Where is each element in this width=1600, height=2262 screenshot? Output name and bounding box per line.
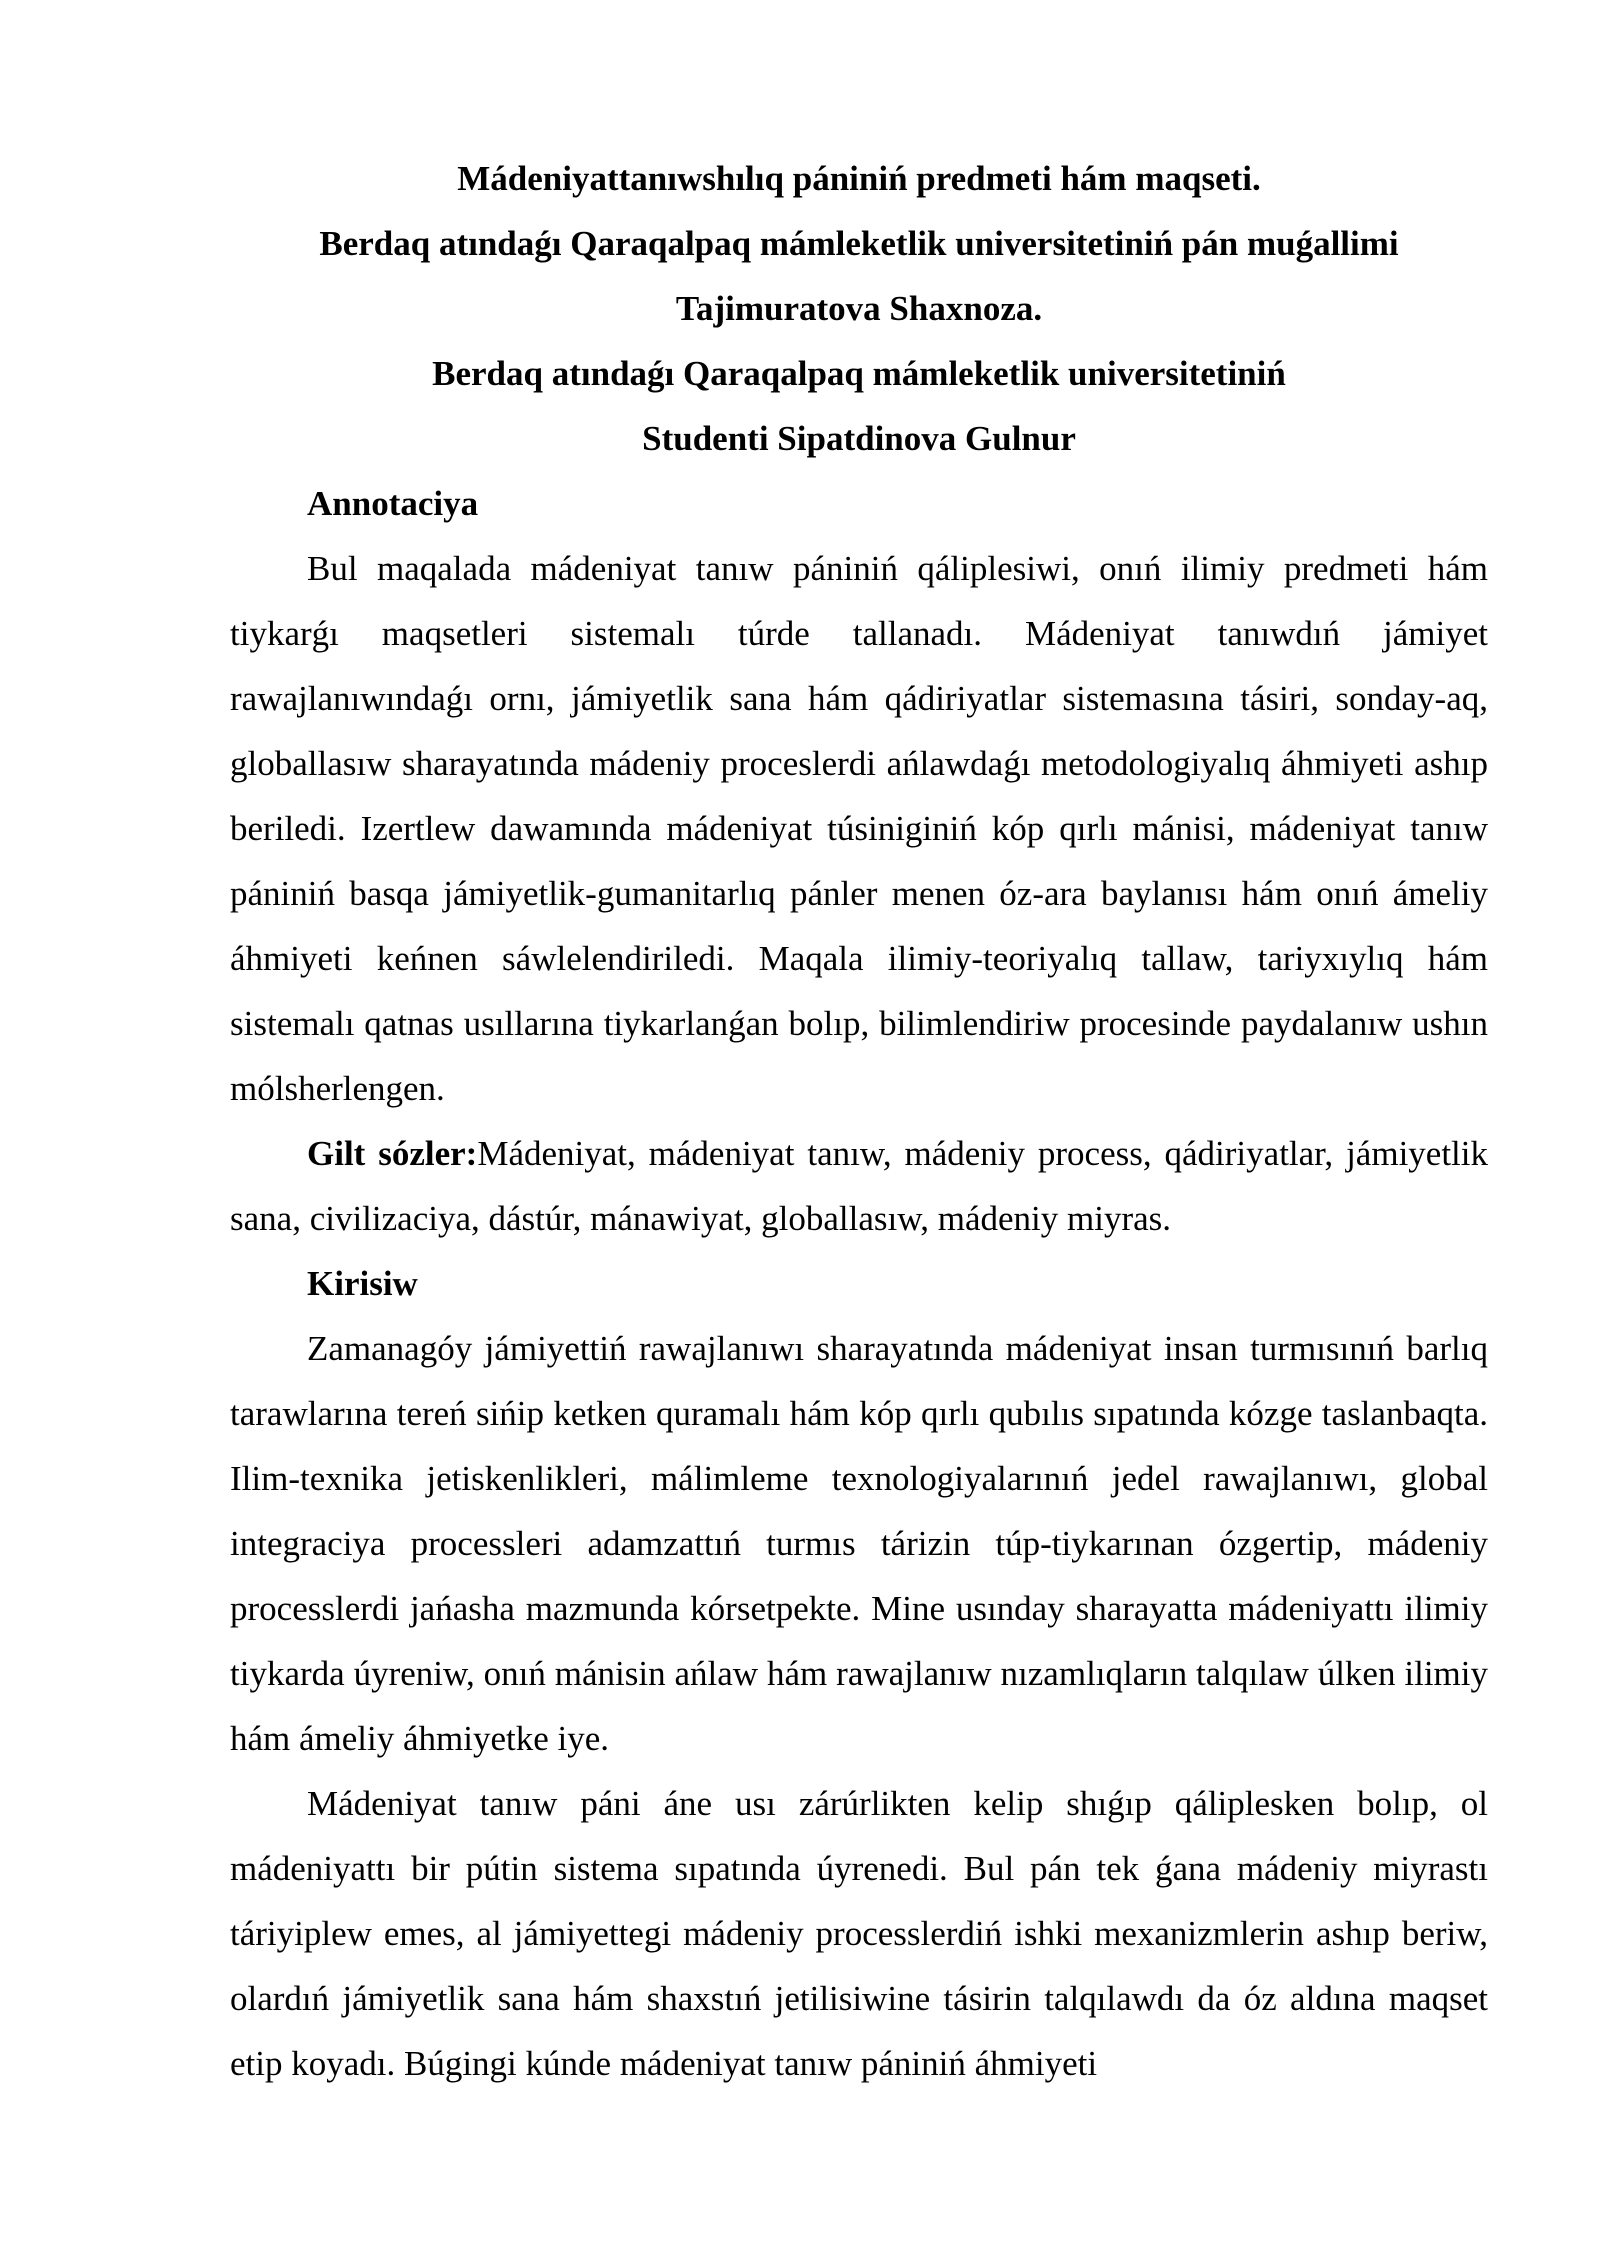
intro-paragraph-1: Zamanagóy jámiyettiń rawajlanıwı sharayatında mádeniyat insan turmısınıń barlıq tarawlarına tereń sińip ketken quramalı hám kóp qırlı qubılıs sıpatında kózge taslanbaqta. Ilim-texnika jetiskenlikleri, málimleme texnologiyalarınıń jedel rawajlanıwı, global integraciya processleri adamzattıń turmıs tárizin túp-tiykarınan ózgertip, mádeniy processlerdi jańasha mazmunda kórsetpekte. Mine usınday sharayatta mádeniyattı ilimiy tiykarda úyreniw, onıń mánisin ańlaw hám rawajlanıw nızamlıqların talqılaw úlken ilimiy hám ámeliy áhmiyetke iye.	[230, 1329, 1488, 1758]
paper-title: Mádeniyattanıwshılıq pániniń predmeti hám maqseti.	[457, 159, 1261, 198]
keywords-paragraph	[230, 1121, 1488, 1251]
keywords-label: Gilt sózler:	[307, 1134, 478, 1173]
keywords-text: Mádeniyat, mádeniyat tanıw, mádeniy process, qádiriyatlar, jámiyetlik sana, civilizaciya, dástúr, mánawiyat, globallasıw, mádeniy miyras.	[230, 1134, 1488, 1238]
abstract-heading: Annotaciya	[307, 484, 479, 523]
intro-heading: Kirisiw	[307, 1264, 418, 1303]
author1-name: Tajimuratova Shaxnoza.	[675, 289, 1043, 328]
intro-paragraph-2: Mádeniyat tanıw páni áne usı zárúrlikten kelip shıǵıp qáliplesken bolıp, ol mádeniyattı bir pútin sistema sıpatında úyrenedi. Bul pán tek ǵana mádeniy miyrastı táriyiplew emes, al jámiyettegi mádeniy processlerdiń ishki mexanizmlerin ashıp beriw, olardıń jámiyetlik sana hám shaxstıń jetilisiwine tásirin talqılawdı da óz aldına maqset etip koyadı. Búgingi kúnde mádeniyat tanıw pániniń áhmiyeti	[230, 1784, 1488, 2083]
author1-affiliation: Berdaq atındaǵı Qaraqalpaq mámleketlik universitetiniń pán muǵallimi	[319, 224, 1399, 263]
abstract-text: Bul maqalada mádeniyat tanıw pániniń qáliplesiwi, onıń ilimiy predmeti hám tiykarǵı maqsetleri sistemalı túrde tallanadı. Mádeniyat tanıwdıń jámiyet rawajlanıwındaǵı ornı, jámiyetlik sana hám qádiriyatlar sistemasına tásiri, sonday-aq, globallasıw sharayatında mádeniy proceslerdi ańlawdaǵı metodologiyalıq áhmiyeti ashıp beriledi. Izertlew dawamında mádeniyat túsiniginiń kóp qırlı mánisi, mádeniyat tanıw pániniń basqa jámiyetlik-gumanitarlıq pánler menen óz-ara baylanısı hám onıń ámeliy áhmiyeti keńnen sáwlelendiriledi. Maqala ilimiy-teoriyalıq tallaw, tariyxıylıq hám sistemalı qatnas usıllarına tiykarlanǵan bolıp, bilimlendiriw procesinde paydalanıw ushın mólsherlengen.	[230, 549, 1488, 1108]
author2-affiliation: Berdaq atındaǵı Qaraqalpaq mámleketlik universitetiniń	[432, 354, 1286, 393]
author2-name: Studenti Sipatdinova Gulnur	[642, 419, 1076, 458]
